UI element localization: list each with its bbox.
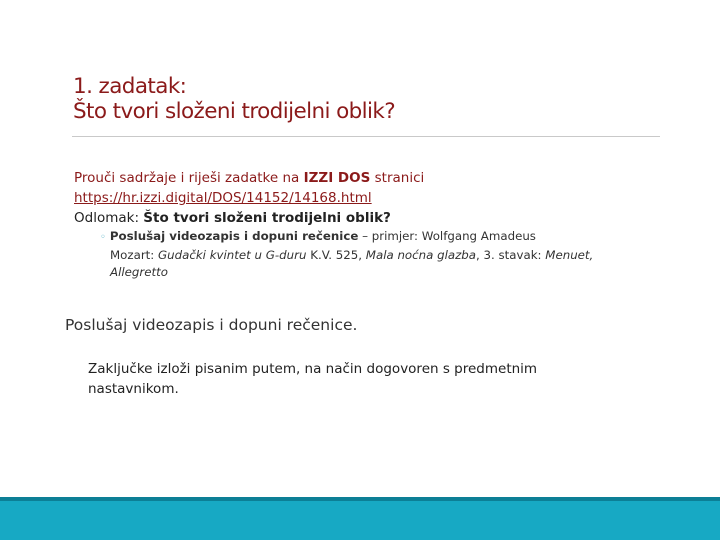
intro-prefix: Prouči sadržaje i riješi zadatke na xyxy=(74,170,304,186)
footer-stripe xyxy=(0,497,720,501)
note-line-1: Zaključke izloži pisanim putem, na način dogovoren s predmetnim xyxy=(88,361,538,377)
sub-bullet-line-2 xyxy=(100,247,660,265)
work-subtitle: Mala noćna glazba xyxy=(365,247,476,262)
sub-bullet-line-1 xyxy=(100,228,660,247)
title-line-2: Što tvori složeni trodijelni oblik? xyxy=(73,99,396,124)
conclusion-note xyxy=(88,359,608,399)
task-text: Poslušaj videozapis i dopuni rečenice. xyxy=(65,316,358,334)
sub-bullet-line-3: Allegretto xyxy=(110,265,168,279)
instructions-block xyxy=(74,168,674,228)
sub-bullet-bold: Poslušaj videozapis i dopuni rečenice xyxy=(109,229,359,243)
sub-bullet xyxy=(100,228,660,282)
intro-bold: IZZI DOS xyxy=(303,170,371,186)
catalogue-number: K.V. 525, xyxy=(306,247,366,262)
slide-title xyxy=(73,74,673,124)
izzi-dos-link[interactable]: https://hr.izzi.digital/DOS/14152/14168.html xyxy=(74,190,372,206)
title-divider xyxy=(72,136,660,137)
section-line xyxy=(74,208,674,228)
work-title: Gudački kvintet u G-duru xyxy=(158,247,307,262)
movement-name: Menuet, xyxy=(545,247,594,262)
sub-bullet-rest: – primjer: Wolfgang Amadeus xyxy=(358,229,536,243)
link-line xyxy=(74,188,674,208)
composer-prefix: Mozart: xyxy=(110,247,159,262)
movement-label: , 3. stavak: xyxy=(476,247,546,262)
title-line-1: 1. zadatak: xyxy=(73,74,187,99)
bullet-icon: ◦ xyxy=(100,232,106,243)
intro-suffix: stranici xyxy=(370,170,425,186)
footer-band xyxy=(0,497,720,540)
note-line-2: nastavnikom. xyxy=(88,381,179,397)
intro-line xyxy=(74,168,674,188)
section-title: Što tvori složeni trodijelni oblik? xyxy=(143,210,391,226)
section-prefix: Odlomak: xyxy=(74,210,144,226)
